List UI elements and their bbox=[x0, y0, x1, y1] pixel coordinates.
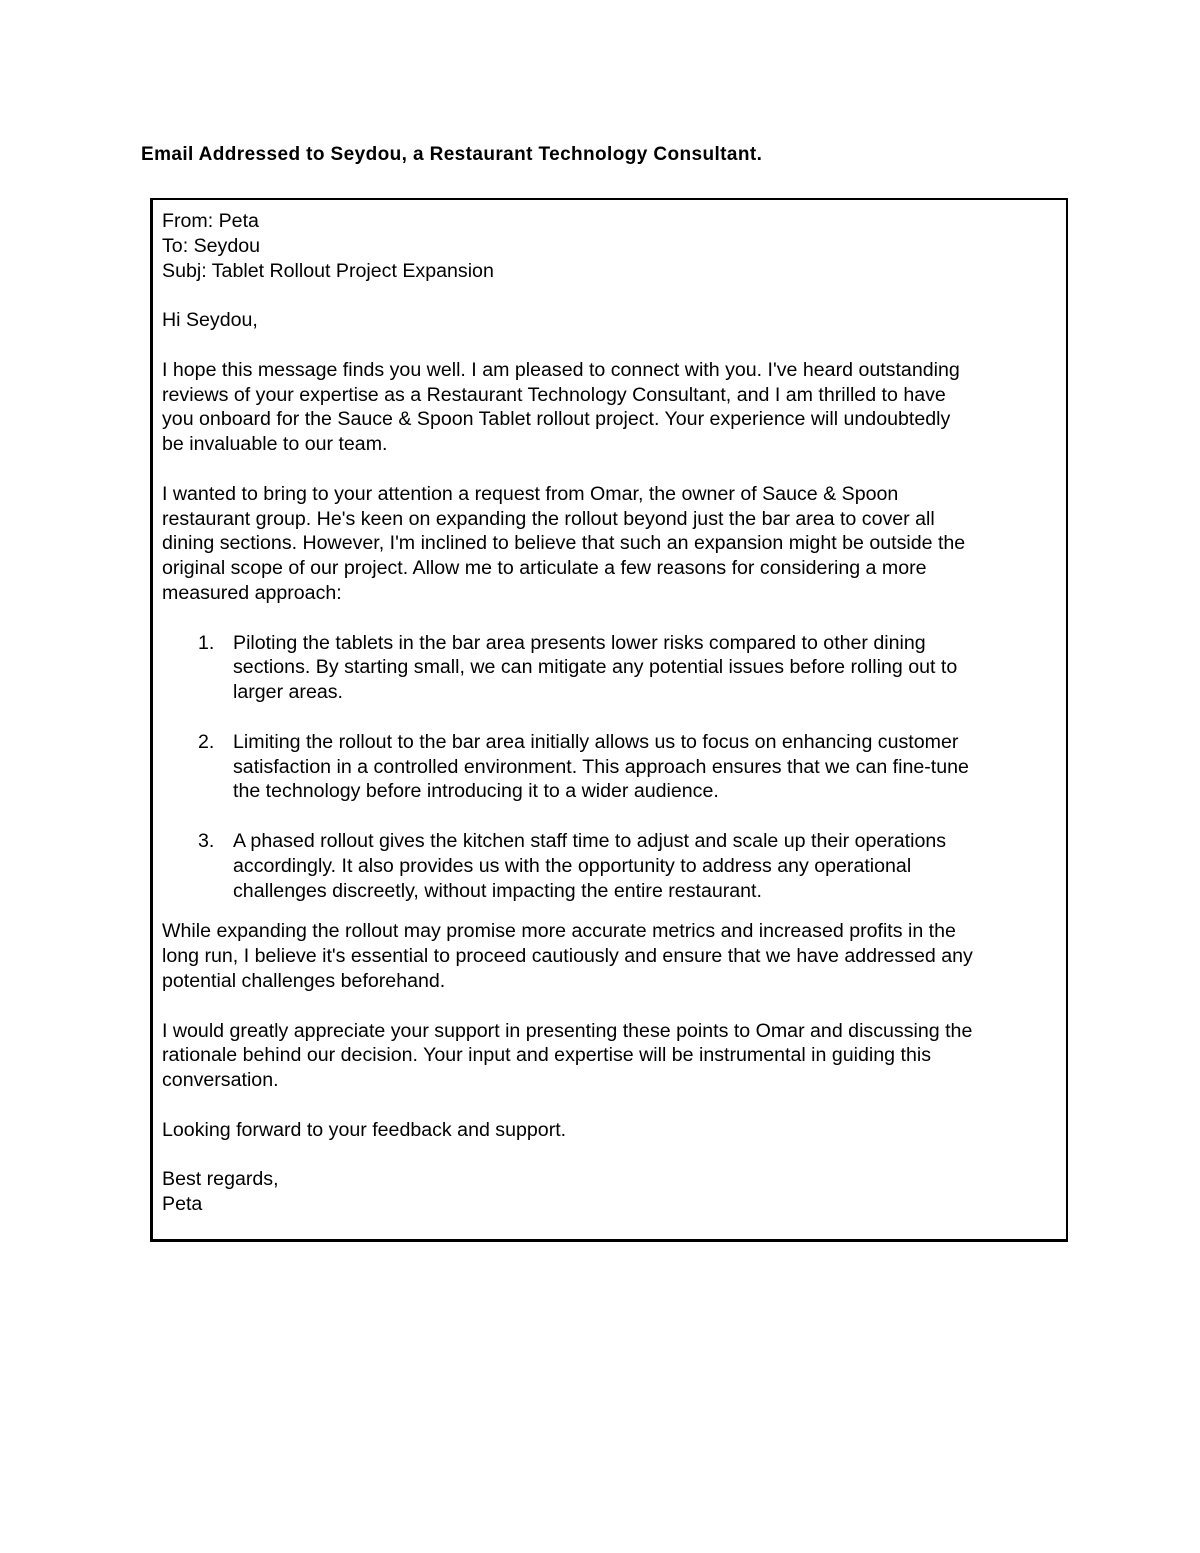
email-signature bbox=[162, 1167, 1062, 1217]
signature-name: Peta bbox=[162, 1193, 203, 1216]
list-item: 1. Piloting the tablets in the bar area presents lower risks compared to other dining sections. By starting small, we can mitigate any potential issues before rolling out to larger areas. bbox=[198, 631, 958, 704]
email-to: To: Seydou bbox=[162, 234, 261, 257]
email-from: From: Peta bbox=[162, 210, 259, 232]
email-body bbox=[162, 209, 1062, 1217]
list-item-number: 2. bbox=[198, 730, 215, 753]
email-header bbox=[162, 209, 1062, 283]
document-title: Email Addressed to Seydou, a Restaurant Technology Consultant. bbox=[141, 144, 763, 165]
intro-paragraph: I hope this message finds you well. I am pleased to connect with you. I've heard outstanding reviews of your expertise as a Restaurant Technology Consultant, and I am thrilled to have you onboard for the Sauce & Spoon Tablet rollout project. Your experience will undoubtedly be invaluable to our team. bbox=[162, 358, 960, 456]
email-subject: Subj: Tablet Rollout Project Expansion bbox=[162, 259, 494, 282]
closing-paragraph: Looking forward to your feedback and support. bbox=[162, 1118, 567, 1141]
list-item: 3. A phased rollout gives the kitchen staff time to adjust and scale up their operations accordingly. It also provides us with the opportunity to address any operational challenges discreetly, without impacting the entire restaurant. bbox=[198, 829, 947, 902]
list-item-number: 3. bbox=[198, 829, 215, 852]
signoff: Best regards, bbox=[162, 1168, 279, 1191]
list-item: 2. Limiting the rollout to the bar area initially allows us to focus on enhancing customer satisfaction in a controlled environment. This approach ensures that we can fine-tune the technology before introducing it to a wider audience. bbox=[198, 730, 969, 803]
reasons-list bbox=[162, 631, 1062, 904]
request-paragraph: I wanted to bring to your attention a request from Omar, the owner of Sauce & Spoon restaurant group. He's keen on expanding the rollout beyond just the bar area to cover all dining sections. However, I'm inclined to believe that such an expansion might be outside the original scope of our project. Allow me to articulate a few reasons for considering a more measured approach: bbox=[162, 482, 966, 604]
email-greeting: Hi Seydou, bbox=[162, 309, 258, 332]
list-item-number: 1. bbox=[198, 631, 215, 654]
support-paragraph: I would greatly appreciate your support in presenting these points to Omar and discussing the rationale behind our decision. Your input and expertise will be instrumental in guiding this conversation. bbox=[162, 1019, 973, 1092]
caution-paragraph: While expanding the rollout may promise more accurate metrics and increased profits in the long run, I believe it's essential to proceed cautiously and ensure that we have addressed any potential challenges beforehand. bbox=[162, 920, 973, 992]
